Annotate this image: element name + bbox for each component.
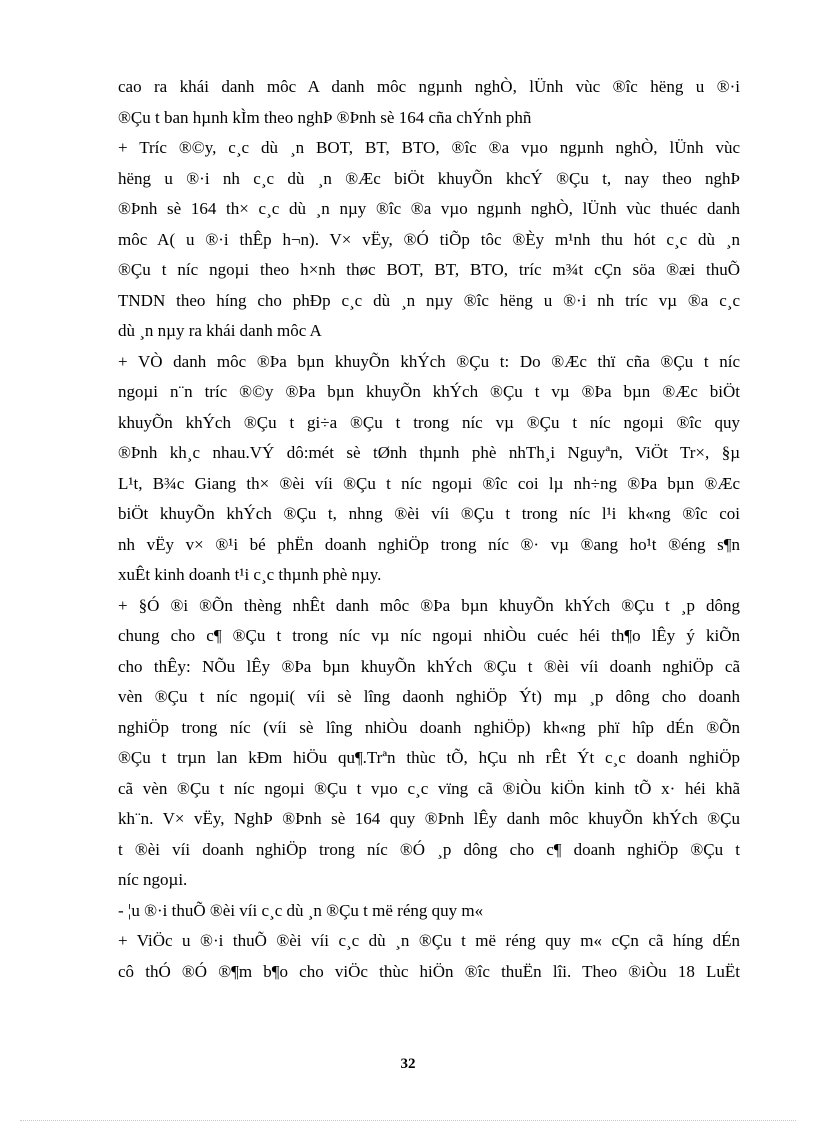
text-line: cô thÓ ®Ó ®¶m b¶o cho viÖc thùc hiÖn ®îc thuËn lîi. Theo ®iÒu 18 LuËt: [118, 961, 740, 981]
text-line: + VÒ danh môc ®Þa bµn khuyÕn khÝch ®Çu t: Do ®Æc thï cña ®Çu t níc: [118, 351, 740, 371]
page-boundary-divider: [20, 1120, 796, 1121]
text-line: biÖt khuyÕn khÝch ®Çu t, nhng ®èi víi ®Çu t trong níc l¹i kh«ng ®îc coi: [118, 504, 740, 523]
text-line: môc A( u ®·i thÊp h¬n). V× vËy, ®Ó tiÕp tôc ®Èy m¹nh thu hót c¸c dù ¸n: [118, 229, 740, 249]
text-line: - ¦u ®·i thuÕ ®èi víi c¸c dù ¸n ®Çu t më réng quy m«: [118, 900, 484, 920]
text-line: dù ¸n nµy ra khái danh môc A: [118, 321, 322, 340]
text-line: + Tríc ®©y, c¸c dù ¸n BOT, BT, BTO, ®îc ®a vµo ngµnh nghÒ, lÜnh vùc: [118, 138, 740, 157]
text-line: vèn ®Çu t níc ngoµi( víi sè lîng daonh nghiÖp Ýt) mµ ¸p dông cho doanh: [118, 687, 740, 706]
text-line: ®Þnh sè 164 th× c¸c dù ¸n nµy ®îc ®a vµo ngµnh nghÒ, lÜnh vùc thuéc danh: [118, 199, 740, 218]
text-line: ngoµi n¨n tríc ®©y ®Þa bµn khuyÕn khÝch ®Çu t vµ ®Þa bµn ®Æc biÖt: [118, 382, 740, 401]
text-line: níc ngoµi.: [118, 870, 188, 889]
text-line: ®Þnh kh¸c nhau.VÝ dô:mét sè tØnh thµnh phè nhTh¸i Nguyªn, ViÖt Tr×, §µ: [118, 443, 740, 462]
text-line: hëng u ®·i nh c¸c dù ¸n ®Æc biÖt khuyÕn khcÝ ®Çu t, nay theo nghÞ: [118, 168, 740, 188]
text-line: cao ra khái danh môc A danh môc ngµnh nghÒ, lÜnh vùc ®îc hëng u ®·i: [118, 77, 740, 96]
text-line: + ViÖc u ®·i thuÕ ®èi víi c¸c dù ¸n ®Çu t më réng quy m« cÇn cã híng dÉn: [118, 931, 740, 950]
text-line: cho thÊy: NÕu lÊy ®Þa bµn khuyÕn khÝch ®Çu t ®èi víi doanh nghiÖp cã: [118, 656, 740, 676]
text-line: khuyÕn khÝch ®Çu t gi÷a ®Çu t trong níc vµ ®Çu t níc ngoµi ®îc quy: [118, 412, 740, 432]
text-line: TNDN theo híng cho phÐp c¸c dù ¸n nµy ®îc hëng u ®·i nh tríc vµ ®a c¸c: [118, 290, 740, 310]
text-line: ®Çu t níc ngoµi theo h×nh thøc BOT, BT, BTO, tríc m¾t cÇn söa ®æi thuÕ: [118, 260, 740, 279]
text-line: nghiÖp trong níc (víi sè lîng nhiÒu doanh nghiÖp) kh«ng phï hîp dÉn ®Õn: [118, 717, 740, 737]
text-line: ®Çu t trµn lan kÐm hiÖu qu¶.Trªn thùc tÕ, hÇu nh rÊt Ýt c¸c doanh nghiÖp: [118, 748, 740, 767]
text-line: chung cho c¶ ®Çu t trong níc vµ níc ngoµi nhiÒu cuéc héi th¶o lÊy ý kiÕn: [118, 626, 740, 645]
body-text: [118, 72, 740, 987]
text-line: xuÊt kinh doanh t¹i c¸c thµnh phè nµy.: [118, 565, 382, 584]
page-number: 32: [400, 1056, 416, 1072]
text-line: nh vËy v× ®¹i bé phËn doanh nghiÖp trong níc ®· vµ ®ang ho¹t ®éng s¶n: [118, 534, 740, 554]
text-line: ®Çu t ban hµnh kÌm theo nghÞ ®Þnh sè 164 cña chÝnh phñ: [118, 107, 532, 127]
text-line: t ®èi víi doanh nghiÖp trong níc ®Ó ¸p dông cho c¶ doanh nghiÖp ®Çu t: [118, 839, 740, 859]
text-line: kh¨n. V× vËy, NghÞ ®Þnh sè 164 quy ®Þnh lÊy danh môc khuyÕn khÝch ®Çu: [118, 809, 740, 828]
text-line: L¹t, B¾c Giang th× ®èi víi ®Çu t níc ngoµi ®îc coi lµ nh÷ng ®Þa bµn ®Æc: [118, 473, 740, 493]
text-line: + §Ó ®i ®Õn thèng nhÊt danh môc ®Þa bµn khuyÕn khÝch ®Çu t ¸p dông: [118, 595, 740, 615]
text-line: cã vèn ®Çu t níc ngoµi ®Çu t vµo c¸c vïng cã ®iÒu kiÖn kinh tÕ x· héi khã: [118, 778, 740, 798]
